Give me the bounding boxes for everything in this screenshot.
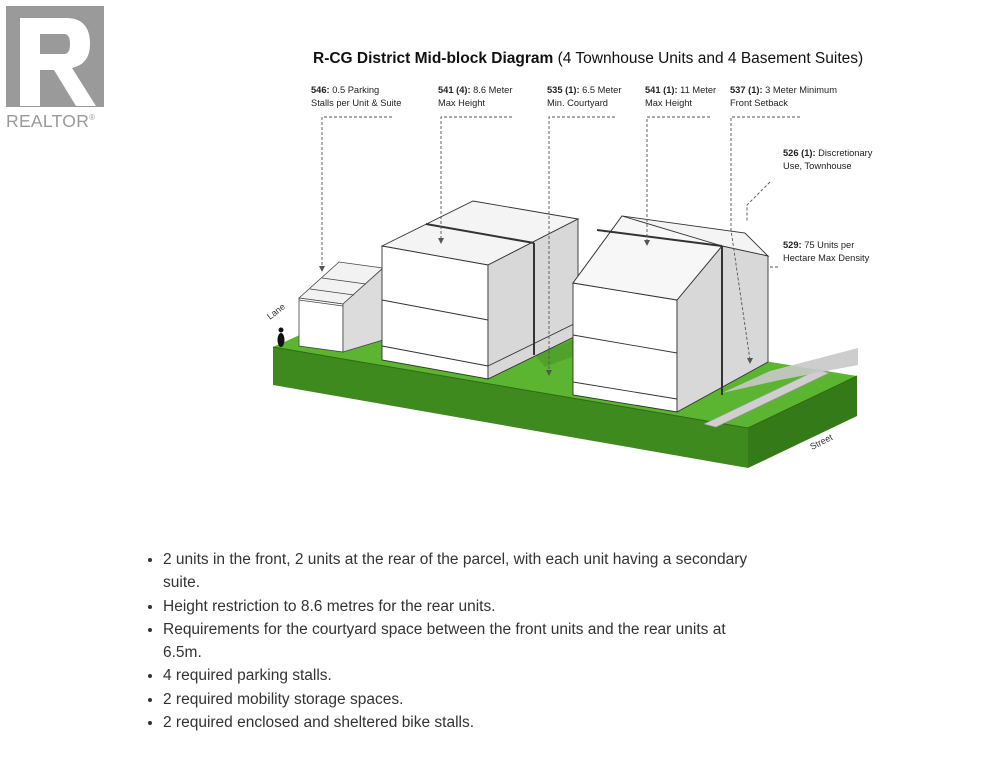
list-item: • 2 required enclosed and sheltered bike stalls. [163, 711, 763, 734]
list-item: • 2 required mobility storage spaces. [163, 688, 763, 711]
diagram-title-rest: (4 Townhouse Units and 4 Basement Suites) [553, 50, 864, 67]
callout-courtyard: 535 (1): 6.5 Meter Min. Courtyard [547, 85, 622, 108]
list-item: • Height restriction to 8.6 metres for the rear units. [163, 595, 763, 618]
requirements-list [143, 548, 763, 734]
list-item: • 2 units in the front, 2 units at the rear of the parcel, with each unit having a secondary suite. [163, 548, 763, 595]
list-item: • 4 required parking stalls. [163, 664, 763, 687]
callout-discretionary-use: 526 (1): Discretionary Use, Townhouse [783, 148, 873, 171]
callout-front-height: 541 (1): 11 Meter Max Height [645, 85, 717, 108]
diagram-title-bold: R-CG District Mid-block Diagram [313, 50, 554, 67]
realtor-logo-text: REALTOR® [6, 111, 96, 131]
street-label: Street [808, 431, 835, 452]
person-figure-head [279, 328, 284, 333]
lane-label: Lane [265, 301, 288, 322]
callout-density: 529: 75 Units per Hectare Max Density [783, 240, 870, 263]
callout-front-setback: 537 (1): 3 Meter Minimum Front Setback [730, 85, 837, 108]
person-figure [278, 333, 285, 347]
callout-rear-height: 541 (4): 8.6 Meter Max Height [438, 85, 513, 108]
parking-structure [299, 262, 383, 352]
callout-parking: 546: 0.5 Parking Stalls per Unit & Suite [311, 85, 402, 108]
list-item: • Requirements for the courtyard space between the front units and the rear units at 6.5m. [163, 618, 763, 665]
